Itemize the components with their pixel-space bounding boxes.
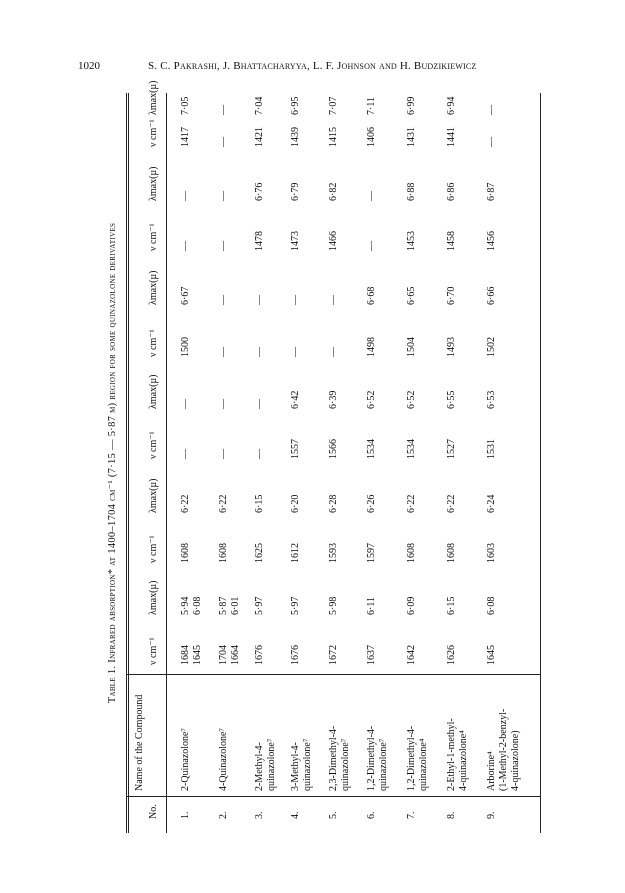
- table-cell: —: [486, 137, 497, 147]
- table-cell: 1608: [446, 543, 457, 563]
- table-cell: 1534: [366, 439, 377, 459]
- row-number: 9.: [486, 811, 497, 819]
- table-cell: —: [254, 399, 265, 409]
- table-cell: —: [218, 241, 229, 251]
- table-cell: 1431: [406, 127, 417, 147]
- row-number: 3.: [254, 811, 265, 819]
- table-header: ν cm⁻¹: [148, 223, 159, 251]
- table-cell: —: [180, 241, 191, 251]
- column-rule: [126, 674, 540, 675]
- table-cell: 1557: [290, 439, 301, 459]
- compound-name: 2-Methyl-4- quinazolone⁷: [254, 738, 277, 791]
- table-cell: —: [254, 347, 265, 357]
- table-cell: 7·05: [180, 96, 191, 115]
- table-cell: 6·08: [486, 596, 497, 615]
- table-cell: 1593: [328, 543, 339, 563]
- table-header: λmax(µ): [148, 270, 159, 305]
- table-cell: 6·52: [406, 390, 417, 409]
- table-cell: 6·09: [406, 596, 417, 615]
- table-header: λmax(µ): [148, 374, 159, 409]
- table-cell: 6·28: [328, 494, 339, 513]
- table-cell: —: [180, 191, 191, 201]
- table-cell: 1608: [180, 543, 191, 563]
- table-cell: 1625: [254, 543, 265, 563]
- table-cell: 1441: [446, 127, 457, 147]
- table-cell: 1458: [446, 231, 457, 251]
- compound-name: 1,2-Dimethyl-4- quinazolone⁷: [366, 725, 389, 791]
- compound-name: 4-Quinazolone⁷: [218, 728, 229, 791]
- row-number: 8.: [446, 811, 457, 819]
- table-cell: 6·53: [486, 390, 497, 409]
- table-cell: 6·26: [366, 494, 377, 513]
- row-number: 2.: [218, 811, 229, 819]
- table-cell: 1672: [328, 645, 339, 665]
- table-cell: 1608: [406, 543, 417, 563]
- table-cell: —: [218, 295, 229, 305]
- table-cell: 1502: [486, 337, 497, 357]
- table-cell: 1415: [328, 127, 339, 147]
- table-cell: 1608: [218, 543, 229, 563]
- table-bottom-rule: [540, 93, 541, 833]
- table-cell: 6·22: [406, 494, 417, 513]
- table-header: ν cm⁻¹: [148, 431, 159, 459]
- table-cell: —: [328, 295, 339, 305]
- row-number: 1.: [180, 811, 191, 819]
- table-cell: 1531: [486, 439, 497, 459]
- table-top-rule: [126, 93, 127, 833]
- table-cell: 6·99: [406, 96, 417, 115]
- table-cell: 1645: [486, 645, 497, 665]
- table-cell: 6·65: [406, 286, 417, 305]
- table-cell: 1473: [290, 231, 301, 251]
- table-cell: 7·11: [366, 97, 377, 115]
- table-cell: 5·97: [290, 596, 301, 615]
- table-cell: 1453: [406, 231, 417, 251]
- table-cell: 1642: [406, 645, 417, 665]
- table-cell: 1704 1664: [218, 645, 241, 665]
- table-header: No.: [148, 804, 159, 819]
- quinazolone-ir-table: [100, 80, 548, 833]
- table-cell: 6·82: [328, 182, 339, 201]
- table-cell: —: [218, 105, 229, 115]
- compound-name: 2-Ethyl-1-methyl- 4-quinazolone⁴: [446, 718, 469, 791]
- rotated-table-wrapper: [100, 80, 548, 833]
- table-cell: 6·95: [290, 96, 301, 115]
- table-cell: 6·88: [406, 182, 417, 201]
- table-top-rule-2: [128, 93, 129, 833]
- table-cell: 1566: [328, 439, 339, 459]
- table-cell: —: [254, 449, 265, 459]
- table-header-rule: [166, 93, 167, 833]
- table-cell: 6·67: [180, 286, 191, 305]
- table-cell: —: [218, 449, 229, 459]
- table-header: ν cm⁻¹: [148, 535, 159, 563]
- compound-name: 2,3-Dimethyl-4- quinazolone⁷: [328, 725, 351, 791]
- table-cell: 1493: [446, 337, 457, 357]
- compound-name: 1,2-Dimethyl-4- quinazolone⁴: [406, 725, 429, 791]
- table-cell: 6·22: [446, 494, 457, 513]
- table-cell: 6·94: [446, 96, 457, 115]
- compound-name: Arborine⁴ (1-Methyl-2-benzyl- 4-quinazolone): [486, 708, 521, 791]
- table-cell: 6·15: [446, 596, 457, 615]
- table-header: λmax(µ): [148, 80, 159, 115]
- table-cell: 1597: [366, 543, 377, 563]
- table-cell: 1466: [328, 231, 339, 251]
- table-cell: 1626: [446, 645, 457, 665]
- table-cell: 6·79: [290, 182, 301, 201]
- table-cell: 1527: [446, 439, 457, 459]
- table-cell: 6·39: [328, 390, 339, 409]
- table-cell: 1478: [254, 231, 265, 251]
- table-cell: —: [218, 399, 229, 409]
- page-number: 1020: [78, 60, 100, 72]
- table-cell: 6·68: [366, 286, 377, 305]
- row-number: 7.: [406, 811, 417, 819]
- table-cell: 1534: [406, 439, 417, 459]
- table-cell: 1456: [486, 231, 497, 251]
- table-cell: 1684 1645: [180, 645, 203, 665]
- table-cell: 7·07: [328, 96, 339, 115]
- table-cell: —: [254, 295, 265, 305]
- table-cell: —: [218, 191, 229, 201]
- table-cell: 6·11: [366, 597, 377, 615]
- table-cell: 6·22: [218, 494, 229, 513]
- table-cell: 6·52: [366, 390, 377, 409]
- table-cell: 1612: [290, 543, 301, 563]
- table-cell: 7·04: [254, 96, 265, 115]
- table-cell: 1637: [366, 645, 377, 665]
- table-cell: 1504: [406, 337, 417, 357]
- table-header: λmax(µ): [148, 166, 159, 201]
- table-cell: 1500: [180, 337, 191, 357]
- table-cell: 6·55: [446, 390, 457, 409]
- table-caption: Table 1. Infrared absorption* at 1400–1704 cm⁻¹ (7·15 — 5·87 µ) region for some quinazolone derivatives: [107, 222, 118, 704]
- table-cell: 6·15: [254, 494, 265, 513]
- table-header: ν cm⁻¹: [148, 329, 159, 357]
- table-header: λmax(µ): [148, 478, 159, 513]
- row-number: 4.: [290, 811, 301, 819]
- table-cell: 6·42: [290, 390, 301, 409]
- compound-name: 3-Methyl-4- quinazolone⁷: [290, 738, 313, 791]
- table-cell: —: [366, 191, 377, 201]
- table-cell: 5·97: [254, 596, 265, 615]
- table-cell: 1676: [254, 645, 265, 665]
- table-header: ν cm⁻¹: [148, 119, 159, 147]
- table-cell: 1421: [254, 127, 265, 147]
- table-cell: —: [180, 399, 191, 409]
- table-cell: 5·98: [328, 596, 339, 615]
- table-cell: —: [328, 347, 339, 357]
- table-cell: —: [290, 347, 301, 357]
- compound-name: 2-Quinazolone⁷: [180, 728, 191, 791]
- table-header: ν cm⁻¹: [148, 637, 159, 665]
- table-cell: 1439: [290, 127, 301, 147]
- table-cell: 6·76: [254, 182, 265, 201]
- row-number: 5.: [328, 811, 339, 819]
- table-cell: 1498: [366, 337, 377, 357]
- table-header: Name of the Compound: [134, 694, 145, 791]
- table-cell: 1676: [290, 645, 301, 665]
- running-head-authors: S. C. Pakrashi, J. Bhattacharyya, L. F. Johnson and H. Budzikiewicz: [148, 60, 477, 72]
- table-cell: 6·87: [486, 182, 497, 201]
- table-cell: —: [486, 105, 497, 115]
- table-cell: 1406: [366, 127, 377, 147]
- table-cell: —: [218, 347, 229, 357]
- table-cell: 1603: [486, 543, 497, 563]
- table-cell: —: [290, 295, 301, 305]
- table-cell: 6·24: [486, 494, 497, 513]
- column-rule: [126, 796, 540, 797]
- table-cell: —: [366, 241, 377, 251]
- table-cell: 6·20: [290, 494, 301, 513]
- table-cell: 6·22: [180, 494, 191, 513]
- table-cell: 5·94 6·08: [180, 596, 203, 615]
- table-cell: 5·87 6·01: [218, 596, 241, 615]
- table-cell: —: [218, 137, 229, 147]
- row-number: 6.: [366, 811, 377, 819]
- table-cell: 6·66: [486, 286, 497, 305]
- table-header: λmax(µ): [148, 580, 159, 615]
- table-cell: —: [180, 449, 191, 459]
- table-cell: 6·86: [446, 182, 457, 201]
- table-cell: 6·70: [446, 286, 457, 305]
- table-cell: 1417: [180, 127, 191, 147]
